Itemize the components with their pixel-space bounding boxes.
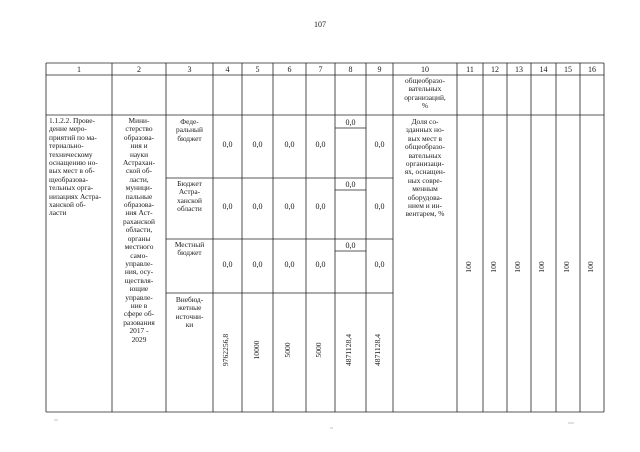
extrabudgetary-col5: 10000: [252, 340, 261, 360]
activity-name: 1.1.2.2. Прове- дение меро- приятий по ма- териально- техническому оснащению но- вых мест в об- щеобразова- тельных орга- низациях Астра- ханской об- ласти: [49, 116, 102, 218]
header-col-5: 5: [255, 65, 260, 74]
indicator-header-continuation: общеобразо- вательных организаций, %: [404, 76, 446, 111]
regional-col7: 0,0: [315, 202, 326, 211]
federal-col8-top: 0,0: [345, 118, 356, 127]
header-col-9: 9: [377, 65, 382, 74]
indicator-value-col12: 100: [489, 261, 498, 273]
local-col7: 0,0: [315, 260, 326, 269]
source-regional: Бюджет Астра- ханской области: [177, 179, 202, 214]
executor-and-period: Мини- стерство образова- ния и науки Астрахан- ской об- ласти, муници- пальные образова- ния Аст- раханской области, органы местного само- управле- ния, осу- ществля- ющие управле- ние в сфере об- разования 2017 - 2029: [122, 116, 156, 344]
extrabudgetary-col4: 9762256,8: [221, 333, 230, 367]
header-col-14: 14: [539, 65, 548, 74]
header-col-8: 8: [348, 65, 353, 74]
header-col-12: 12: [491, 65, 499, 74]
header-col-6: 6: [287, 65, 292, 74]
header-col-16: 16: [588, 65, 596, 74]
indicator-value-col11: 100: [464, 261, 473, 273]
regional-col8-top: 0,0: [345, 180, 356, 189]
local-col4: 0,0: [222, 260, 233, 269]
indicator-value-col15: 100: [562, 261, 571, 273]
regional-col6: 0,0: [284, 202, 295, 211]
federal-col4: 0,0: [222, 140, 233, 149]
local-col9: 0,0: [374, 260, 385, 269]
header-col-3: 3: [187, 65, 192, 74]
extrabudgetary-col8: 4871128,4: [344, 334, 353, 366]
regional-col9: 0,0: [374, 202, 385, 211]
regional-col5: 0,0: [252, 202, 263, 211]
indicator-name: Доля со- зданных но- вых мест в общеобразо- вательных организаци- ях, оснащен- ных совре- менным оборудова- нием и ин- вентарем, %: [404, 117, 446, 219]
indicator-value-col14: 100: [537, 261, 546, 273]
header-col-13: 13: [515, 65, 523, 74]
extrabudgetary-col7: 5000: [314, 342, 323, 358]
local-col8-top: 0,0: [345, 241, 356, 250]
indicator-value-col13: 100: [513, 261, 522, 273]
federal-col7: 0,0: [315, 140, 326, 149]
federal-col6: 0,0: [284, 140, 295, 149]
federal-col5: 0,0: [252, 140, 263, 149]
extrabudgetary-col9: 4871128,4: [373, 334, 382, 366]
header-col-10: 10: [421, 65, 429, 74]
header-col-11: 11: [466, 65, 474, 74]
header-col-7: 7: [318, 65, 323, 74]
local-col6: 0,0: [284, 260, 295, 269]
header-col-4: 4: [225, 65, 230, 74]
extrabudgetary-col6: 5000: [283, 342, 292, 358]
page-number: 107: [314, 20, 326, 29]
source-extrabudgetary: Внебюд- жетные источни- ки: [175, 295, 204, 330]
regional-col4: 0,0: [222, 202, 233, 211]
header-col-15: 15: [564, 65, 572, 74]
source-federal: Феде- ральный бюджет: [176, 117, 203, 143]
local-col5: 0,0: [252, 260, 263, 269]
federal-col9: 0,0: [374, 140, 385, 149]
indicator-value-col16: 100: [586, 261, 595, 273]
source-local: Местный бюджет: [174, 240, 205, 258]
header-col-2: 2: [137, 65, 141, 74]
header-col-1: 1: [77, 65, 81, 74]
